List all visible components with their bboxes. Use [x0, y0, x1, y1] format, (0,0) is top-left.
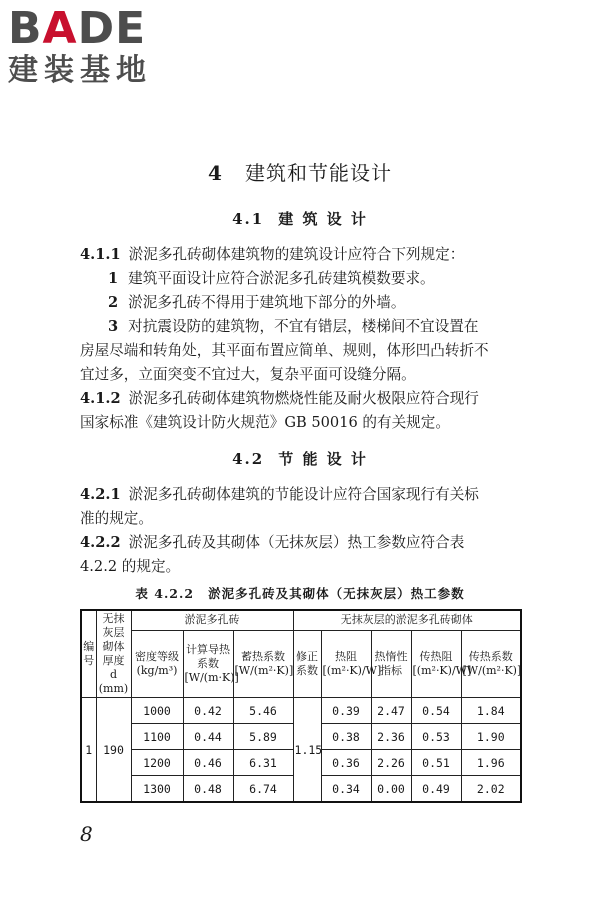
- clause-text: 淤泥多孔砖砌体建筑物的建筑设计应符合下列规定：: [128, 246, 465, 263]
- cell-density: 1000: [131, 698, 183, 724]
- cell-transfer-coefficient: 2.02: [461, 776, 521, 803]
- cell-heat-storage: 5.89: [233, 724, 293, 750]
- item-text: 建筑平面设计应符合淤泥多孔砖建筑模数要求。: [128, 270, 435, 287]
- cell-transfer-coefficient: 1.84: [461, 698, 521, 724]
- table-row: [81, 698, 521, 724]
- item-number: 3: [108, 318, 119, 335]
- cell-inertia: 0.00: [371, 776, 411, 803]
- header-wall-group: 无抹灰层的淤泥多孔砖砌体: [293, 610, 521, 630]
- clause-number: 4.2.2: [80, 534, 121, 551]
- clause-4-2-2: [80, 531, 520, 555]
- page-number: 8: [80, 822, 93, 846]
- clause-text: 淤泥多孔砖及其砌体（无抹灰层）热工参数应符合表: [128, 534, 465, 551]
- list-item-2: [108, 291, 548, 315]
- cell-heat-storage: 6.74: [233, 776, 293, 803]
- paragraph-line: 国家标准《建筑设计防火规范》GB 50016 的有关规定。: [80, 414, 450, 431]
- header-inertia: 热惰性指标: [371, 630, 411, 697]
- cell-heat-storage: 6.31: [233, 750, 293, 776]
- clause-4-1-2: [80, 387, 520, 411]
- header-resistance: 热阻 [(m²·K)/W]: [321, 630, 371, 697]
- clause-number: 4.2.1: [80, 486, 121, 503]
- clause-4-2-1: [80, 483, 520, 507]
- list-item-1: [108, 267, 548, 291]
- cell-transfer-resistance: 0.51: [411, 750, 461, 776]
- cell-density: 1100: [131, 724, 183, 750]
- logo-wordmark: [8, 3, 178, 54]
- cell-transfer-resistance: 0.54: [411, 698, 461, 724]
- header-correction: 修正系数: [293, 630, 321, 697]
- section-number: 4.2: [232, 450, 265, 468]
- header-transfer-coefficient: 传热系数 [W/(m²·K)]: [461, 630, 521, 697]
- cell-correction: 1.15: [293, 698, 321, 803]
- section-title: 建 筑 设 计: [278, 210, 368, 228]
- item-text: 对抗震设防的建筑物，不宜有错层，楼梯间不宜设置在: [128, 318, 479, 335]
- header-thickness: 无抹灰层砌体厚度 d (mm): [96, 610, 131, 698]
- cell-density: 1300: [131, 776, 183, 803]
- clause-number: 4.1.1: [80, 246, 121, 263]
- table-caption-title: 淤泥多孔砖及其砌体（无抹灰层）热工参数: [208, 586, 465, 601]
- clause-4-1-1: [80, 243, 520, 267]
- logo-letter-b: B: [8, 3, 43, 54]
- logo-subtitle: 建装基地: [8, 53, 152, 88]
- chapter-title: 建筑和节能设计: [244, 161, 392, 185]
- cell-conductivity: 0.46: [183, 750, 233, 776]
- item-number: 2: [108, 294, 119, 311]
- header-density: 密度等级 (kg/m³): [131, 630, 183, 697]
- section-heading-4-2: [0, 448, 600, 469]
- cell-inertia: 2.26: [371, 750, 411, 776]
- header-brick-group: 淤泥多孔砖: [131, 610, 293, 630]
- logo-letters-de: DE: [77, 3, 147, 54]
- header-number: 编号: [81, 610, 96, 698]
- table-caption: [0, 584, 600, 602]
- cell-density: 1200: [131, 750, 183, 776]
- cell-group-thickness: 190: [96, 698, 131, 803]
- cell-inertia: 2.47: [371, 698, 411, 724]
- chapter-number: 4: [208, 161, 223, 185]
- paragraph-line: 4.2.2 的规定。: [80, 558, 181, 575]
- header-transfer-resistance: 传热阻 [(m²·K)/W]: [411, 630, 461, 697]
- cell-conductivity: 0.42: [183, 698, 233, 724]
- cell-resistance: 0.36: [321, 750, 371, 776]
- item-number: 1: [108, 270, 119, 287]
- paragraph-line: 宜过多，立面突变不宜过大，复杂平面可设缝分隔。: [80, 366, 416, 383]
- cell-inertia: 2.36: [371, 724, 411, 750]
- brand-logo: [8, 3, 178, 88]
- section-heading-4-1: [0, 208, 600, 229]
- item-text: 淤泥多孔砖不得用于建筑地下部分的外墙。: [128, 294, 406, 311]
- logo-letter-a-accent: A: [42, 3, 78, 54]
- thermal-parameters-table: [80, 609, 522, 803]
- cell-conductivity: 0.44: [183, 724, 233, 750]
- chapter-heading: [0, 157, 600, 186]
- table-caption-number: 表 4.2.2: [135, 586, 195, 601]
- paragraph-line: 准的规定。: [80, 510, 153, 527]
- clause-text: 淤泥多孔砖砌体建筑的节能设计应符合国家现行有关标: [128, 486, 479, 503]
- cell-resistance: 0.34: [321, 776, 371, 803]
- cell-group-number: 1: [81, 698, 96, 803]
- clause-text: 淤泥多孔砖砌体建筑物燃烧性能及耐火极限应符合现行: [128, 390, 479, 407]
- cell-heat-storage: 5.46: [233, 698, 293, 724]
- paragraph-line: 房屋尽端和转角处，其平面布置应简单、规则，体形凹凸转折不: [80, 342, 489, 359]
- section-title: 节 能 设 计: [278, 450, 368, 468]
- header-heat-storage: 蓄热系数 [W/(m²·K)]: [233, 630, 293, 697]
- cell-resistance: 0.39: [321, 698, 371, 724]
- cell-resistance: 0.38: [321, 724, 371, 750]
- cell-transfer-coefficient: 1.96: [461, 750, 521, 776]
- cell-transfer-resistance: 0.53: [411, 724, 461, 750]
- section-number: 4.1: [232, 210, 265, 228]
- cell-conductivity: 0.48: [183, 776, 233, 803]
- clause-number: 4.1.2: [80, 390, 121, 407]
- list-item-3: [108, 315, 548, 339]
- header-conductivity: 计算导热系数 [W/(m·K)]: [183, 630, 233, 697]
- cell-transfer-resistance: 0.49: [411, 776, 461, 803]
- cell-transfer-coefficient: 1.90: [461, 724, 521, 750]
